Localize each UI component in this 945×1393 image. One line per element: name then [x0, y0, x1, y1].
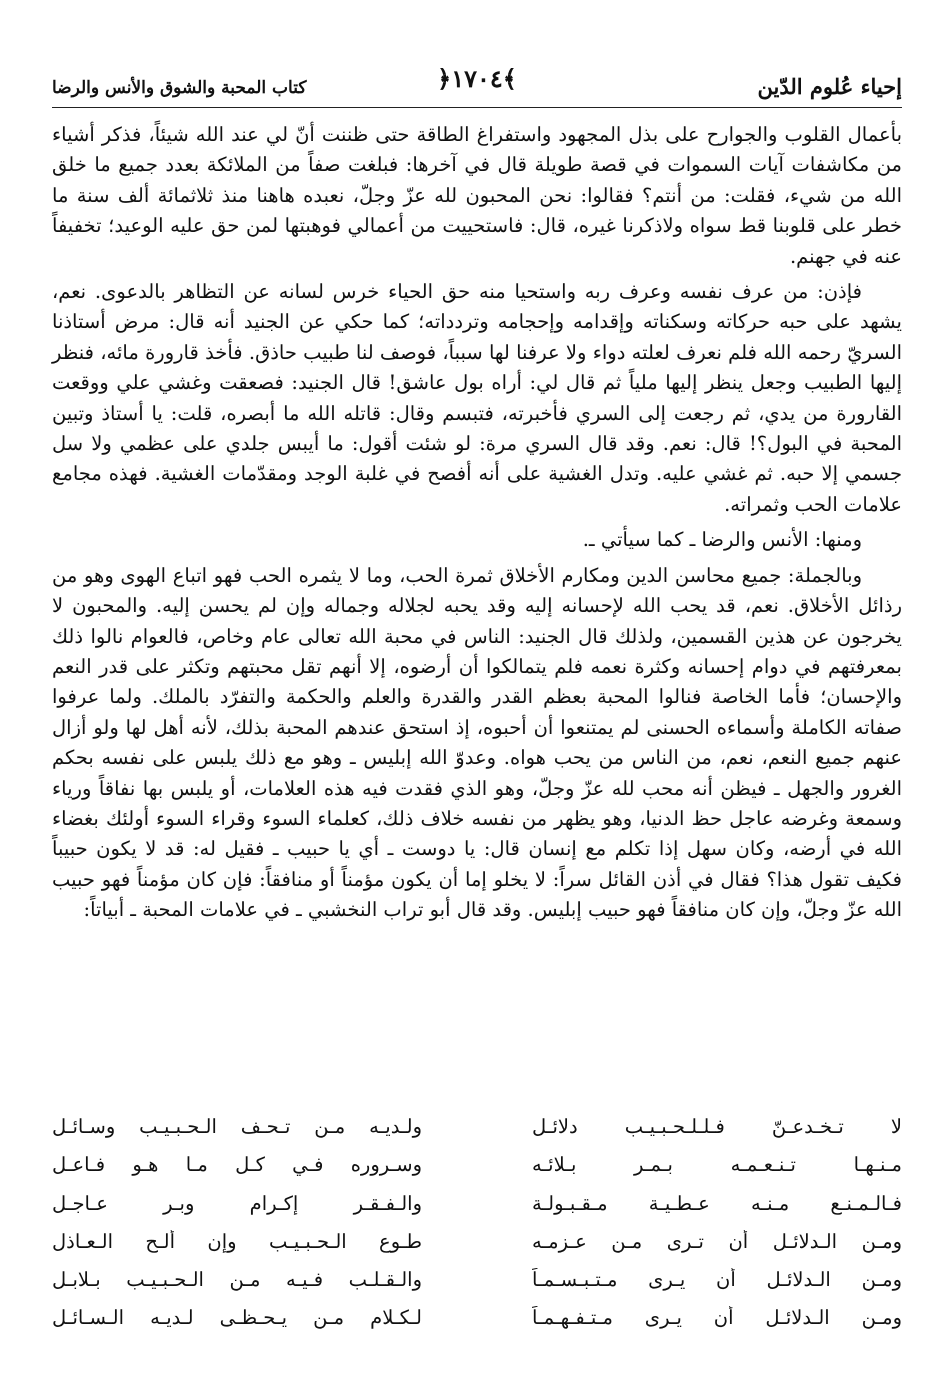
verse-first-hemistich: مـنـهـا تـنـعـمـه بـمـر بـلائـه — [532, 1153, 902, 1177]
paragraph-uns-rida: ومنها: الأنس والرضا ـ كما سيأتي ـ. — [582, 528, 862, 552]
verse-first-hemistich: فـالـمـنـع مـنـه عـطـيـة مـقـبـولـة — [532, 1191, 902, 1215]
verse-first-hemistich: ومـن الـدلائـل أن تـرى مـن عـزمـه — [532, 1229, 902, 1253]
verse-first-hemistich: لا تـخـدعـنّ فـلـلـحـبـيـب دلائـل — [532, 1115, 902, 1138]
verse-second-hemistich: والـفـقـر إكـرام وبـر عـاجـل — [52, 1191, 422, 1215]
poem-verse — [52, 1115, 902, 1153]
chapter-title: كتاب المحبة والشوق والأنس والرضا — [52, 78, 307, 98]
paragraph-summary: وبالجملة: جميع محاسن الدين ومكارم الأخلاق ثمرة الحب، وما لا يثمره الحب فهو اتباع الهوى وهو من رذائل الأخلاق. نعم، قد يحب الله لإحسانه إليه وقد يحبه لجلاله وجماله وإن لم يحسن إليه. والمحبون لا يخرجون عن هذين القسمين، ولذلك قال الجنيد: الناس في محبة الله تعالى عام وخاص، فالعوام نالوا ذلك بمعرفتهم في دوام إحسانه وكثرة نعمه فلم يتمالكوا أن أرضوه، إلا أنهم تقل محبتهم وتكثر على قدر النعم والإحسان؛ فأما الخاصة فنالوا المحبة بعظم القدر والقدرة والعلم والحكمة والتفرّد بالملك. ولما عرفوا صفاته الكاملة وأسماءه الحسنى لم يمتنعوا أن أحبوه، إذ استحق عندهم المحبة بذلك، لأنه أهل لها ولو أزال عنهم جميع النعم، نعم، من الناس من يحب هواه. وعدوّ الله إبليس ـ وهو مع ذلك يلبس على نفسه بحكم الغرور والجهل ـ فيظن أنه محب لله عزّ وجلّ، وهو الذي فقدت فيه هذه العلامات، أو يلبس بها نفاقاً ورياء وسمعة وغرضه عاجل حظ الدنيا، وهو يظهر من نفسه خلاف ذلك، كعلماء السوء وقراء السوء أولئك بغضاء الله في أرضه، وكان سهل إذا تكلم مع إنسان قال: يا دوست ـ أي يا حبيب ـ فقيل له: قد لا يكون حبيباً فكيف تقول هذا؟ فقال في أذن القائل سراً: لا يخلو إما أن يكون مؤمناً أو منافقاً: فإن كان مؤمناً فهو حبيب الله عزّ وجلّ، وإن كان منافقاً فهو حبيب إبليس. وقد قال أبو تراب النخشبي ـ في علامات المحبة ـ أبياتاً: — [52, 563, 902, 922]
verse-second-hemistich: وسـروره فـي كـل مـا هـو فـاعـل — [52, 1153, 422, 1177]
verse-second-hemistich: لـكـلام مـن يـحـظـى لـديـه الـسـائـل — [52, 1306, 422, 1330]
verse-first-hemistich: ومـن الـدلائـل أن يـرى مـتـبـسـمـاً — [532, 1268, 902, 1292]
header-rule — [52, 107, 902, 108]
verse-second-hemistich: طـوع الـحـبـيـب وإن ألـح الـعـاذل — [52, 1229, 422, 1253]
poem-verse — [52, 1268, 902, 1306]
poem — [52, 1115, 902, 1345]
verse-second-hemistich: والـقـلـب فـيـه مـن الـحـبـيـب بـلابـل — [52, 1268, 422, 1292]
verse-first-hemistich: ومـن الـدلائـل أن يـرى مـتـفـهـمـاً — [532, 1306, 902, 1330]
book-title: إحياء عُلوم الدّين — [757, 74, 902, 99]
poem-verse — [52, 1230, 902, 1268]
poem-verse — [52, 1192, 902, 1230]
body-text — [52, 120, 902, 931]
paragraph-continued: بأعمال القلوب والجوارح على بذل المجهود واستفراغ الطاقة حتى ظننت أنّ لي عند الله شيئاً، فذكر أشياء من مكاشفات آيات السموات في قصة طويلة قال في آخرها: فبلغت صفاً من الملائكة بعدد جميع ما خلق الله من شيء، فقلت: من أنتم؟ فقالوا: نحن المحبون لله عزّ وجلّ، نعبده هاهنا منذ ثلاثمائة ألف سنة ما خطر على قلوبنا قط سواه ولاذكرنا غيره، قال: فاستحييت من أعمالي فوهبتها لمن حق عليه الوعيد؛ تخفيفاً عنه في جهنم. — [52, 123, 902, 268]
page-number: ﴿١٧٠٤﴾ — [437, 64, 517, 93]
paragraph-junayd-story: فإذن: من عرف نفسه وعرف ربه واستحيا منه حق الحياء خرس لسانه عن التظاهر بالدعوى. نعم، يشهد على حبه حركاته وسكناته وإقدامه وإحجامه وتردداته؛ كما حكي عن الجنيد أنه قال: مرض أستاذنا السريّ رحمه الله فلم نعرف لعلته دواء ولا عرفنا لها سبباً، فوصف لنا طبيب حاذق. فأخذ قارورة مائه، فنظر إليها الطبيب وجعل ينظر إليها ملياً ثم قال لي: أراه بول عاشق! قال الجنيد: فصعقت وغشي علي ووقعت القارورة من يدي، ثم رجعت إلى السري فأخبرته، فتبسم وقال: قاتله الله ما أبصره، قلت: يا أستاذ وتبين المحبة في البول؟! قال: نعم. وقد قال السري مرة: لو شئت أقول: ما أيبس جلدي على عظمي ولا سل جسمي إلا حبه. ثم غشي عليه. وتدل الغشية على أنه أفصح في غلبة الوجد ومقدّمات الغشية. فهذه مجامع علامات الحب وثمراته. — [52, 280, 902, 516]
verse-second-hemistich: ولـديـه مـن تـحـف الـحـبـيـب وسـائـل — [52, 1115, 422, 1138]
poem-verse — [52, 1153, 902, 1191]
running-header — [52, 58, 902, 108]
poem-verse — [52, 1306, 902, 1344]
